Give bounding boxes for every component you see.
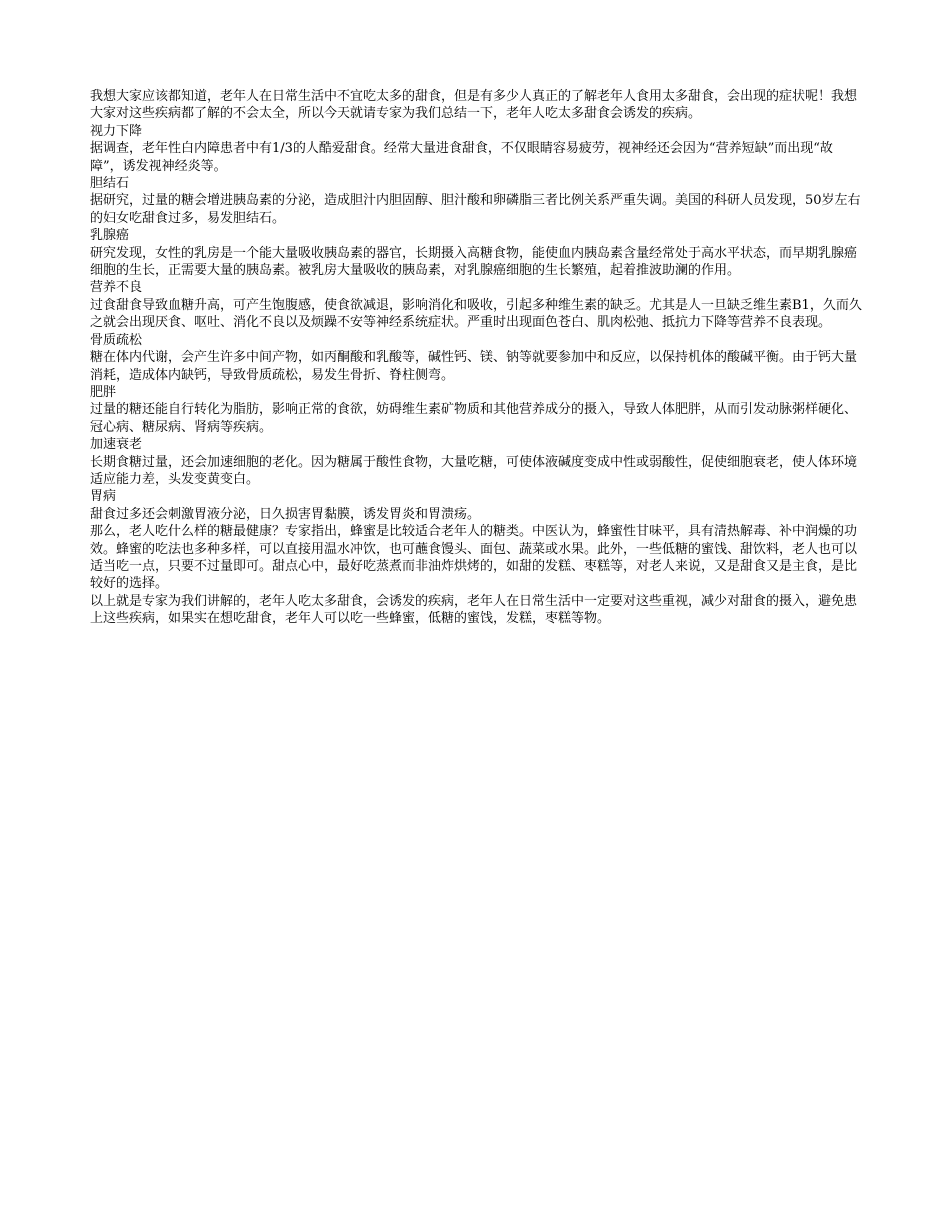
- section-heading-vision: 视力下降: [90, 123, 143, 139]
- intro-paragraph: 我想大家应该都知道，老年人在日常生活中不宜吃太多的甜食，但是有多少人真正的了解老年人食用太多甜食，会出现的症状呢！我想大家对这些疾病都了解的不会太全，所以今天就请专家为我们总结一下，老年人吃太多甜食会诱发的疾病。: [90, 89, 858, 122]
- section-heading-stomach: 胃病: [90, 489, 117, 505]
- section-body-vision: 据调查，老年性白内障患者中有1/3的人酷爱甜食。经常大量进食甜食，不仅眼睛容易疲劳，视神经还会因为“营养短缺”而出现“故障”，诱发视神经炎等。: [90, 141, 833, 174]
- advice-paragraph: 那么，老人吃什么样的糖最健康？专家指出，蜂蜜是比较适合老年人的糖类。中医认为，蜂蜜性甘味平，具有清热解毒、补中润燥的功效。蜂蜜的吃法也多种多样，可以直接用温水冲饮，也可蘸食馒头、面包、蔬菜或水果。此外，一些低糖的蜜饯、甜饮料，老人也可以适当吃一点，只要不过量即可。甜点心中，最好吃蒸煮而非油炸烘烤的，如甜的发糕、枣糕等，对老人来说，又是甜食又是主食，是比较好的选择。: [90, 524, 858, 592]
- section-heading-malnutrition: 营养不良: [90, 280, 143, 296]
- section-body-osteoporosis: 糖在体内代谢，会产生许多中间产物，如丙酮酸和乳酸等，碱性钙、镁、钠等就要参加中和反应，以保持机体的酸碱平衡。由于钙大量消耗，造成体内缺钙，导致骨质疏松，易发生骨折、脊柱侧弯。: [90, 350, 858, 383]
- section-body-malnutrition: 过食甜食导致血糖升高，可产生饱腹感，使食欲减退，影响消化和吸收，引起多种维生素的缺乏。尤其是人一旦缺乏维生素B1，久而久之就会出现厌食、呕吐、消化不良以及烦躁不安等神经系统症状。严重时出现面色苍白、肌肉松弛、抵抗力下降等营养不良表现。: [90, 297, 862, 331]
- section-body-stomach: 甜食过多还会刺激胃液分泌，日久损害胃黏膜，诱发胃炎和胃溃疡。: [90, 506, 481, 522]
- section-body-breast-cancer: 研究发现，女性的乳房是一个能大量吸收胰岛素的器官，长期摄入高糖食物，能使血内胰岛素含量经常处于高水平状态，而早期乳腺癌细胞的生长，正需要大量的胰岛素。被乳房大量吸收的胰岛素，对乳腺癌细胞的生长繁殖，起着推波助澜的作用。: [90, 245, 858, 279]
- section-heading-aging: 加速衰老: [90, 437, 143, 453]
- section-body-aging: 长期食糖过量，还会加速细胞的老化。因为糖属于酸性食物，大量吃糖，可使体液碱度变成中性或弱酸性，促使细胞衰老，使人体环境适应能力差，头发变黄变白。: [90, 454, 858, 487]
- section-heading-obesity: 肥胖: [90, 384, 117, 400]
- conclusion-paragraph: 以上就是专家为我们讲解的，老年人吃太多甜食，会诱发的疾病，老年人在日常生活中一定要对这些重视，减少对甜食的摄入，避免患上这些疾病，如果实在想吃甜食，老年人可以吃一些蜂蜜，低糖的蜜饯，发糕，枣糕等物。: [90, 593, 858, 627]
- article-body: [90, 88, 865, 628]
- section-body-gallstones: 据研究，过量的糖会增进胰岛素的分泌，造成胆汁内胆固醇、胆汁酸和卵磷脂三者比例关系严重失调。美国的科研人员发现，50岁左右的妇女吃甜食过多，易发胆结石。: [90, 193, 861, 226]
- section-heading-osteoporosis: 骨质疏松: [90, 332, 143, 348]
- section-body-obesity: 过量的糖还能自行转化为脂肪，影响正常的食欲，妨碍维生素矿物质和其他营养成分的摄入，导致人体肥胖，从而引发动脉粥样硬化、冠心病、糖尿病、肾病等疾病。: [90, 402, 858, 435]
- section-heading-gallstones: 胆结石: [90, 176, 130, 192]
- section-heading-breast-cancer: 乳腺癌: [90, 228, 130, 244]
